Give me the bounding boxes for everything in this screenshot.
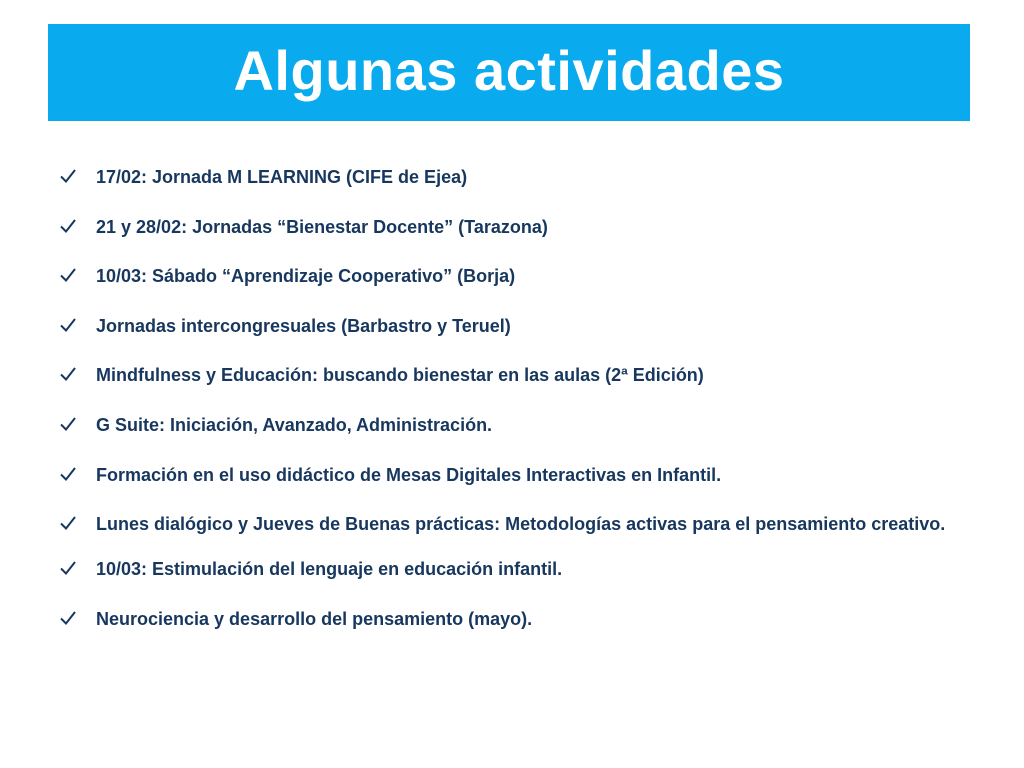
list-item bbox=[58, 363, 958, 387]
checkmark-icon bbox=[58, 315, 78, 335]
title-bar bbox=[48, 24, 970, 121]
activities-list bbox=[58, 165, 958, 656]
list-item bbox=[58, 314, 958, 338]
list-item bbox=[58, 463, 958, 487]
list-item-text: Jornadas intercongresuales (Barbastro y Teruel) bbox=[96, 315, 511, 336]
slide-title: Algunas actividades bbox=[233, 39, 785, 102]
list-item bbox=[58, 557, 958, 581]
checkmark-icon bbox=[58, 513, 78, 533]
checkmark-icon bbox=[58, 464, 78, 484]
list-item-text: Neurociencia y desarrollo del pensamiento (mayo). bbox=[96, 608, 533, 629]
checkmark-icon bbox=[58, 166, 78, 186]
list-item-text: Lunes dialógico y Jueves de Buenas prácticas: Metodologías activas para el pensamiento creativo. bbox=[96, 514, 946, 535]
checkmark-icon bbox=[58, 608, 78, 628]
list-item bbox=[58, 413, 958, 437]
checkmark-icon bbox=[58, 216, 78, 236]
list-item-text: 17/02: Jornada M LEARNING (CIFE de Ejea) bbox=[96, 167, 468, 187]
list-item-text: 10/03: Sábado “Aprendizaje Cooperativo” (Borja) bbox=[96, 266, 516, 287]
list-item bbox=[58, 607, 958, 631]
checkmark-icon bbox=[58, 364, 78, 384]
list-item bbox=[58, 215, 958, 239]
list-item-text: Formación en el uso didáctico de Mesas Digitales Interactivas en Infantil. bbox=[96, 464, 722, 485]
list-item-text: 10/03: Estimulación del lenguaje en educación infantil. bbox=[96, 559, 563, 580]
list-item-text: Mindfulness y Educación: buscando bienestar en las aulas (2ª Edición) bbox=[96, 365, 704, 386]
list-item-text: 21 y 28/02: Jornadas “Bienestar Docente” (Tarazona) bbox=[96, 216, 548, 237]
list-item bbox=[58, 165, 958, 189]
list-item bbox=[58, 264, 958, 288]
list-item bbox=[58, 503, 958, 545]
checkmark-icon bbox=[58, 265, 78, 285]
list-item-text: G Suite: Iniciación, Avanzado, Administración. bbox=[96, 414, 493, 435]
checkmark-icon bbox=[58, 558, 78, 578]
checkmark-icon bbox=[58, 414, 78, 434]
